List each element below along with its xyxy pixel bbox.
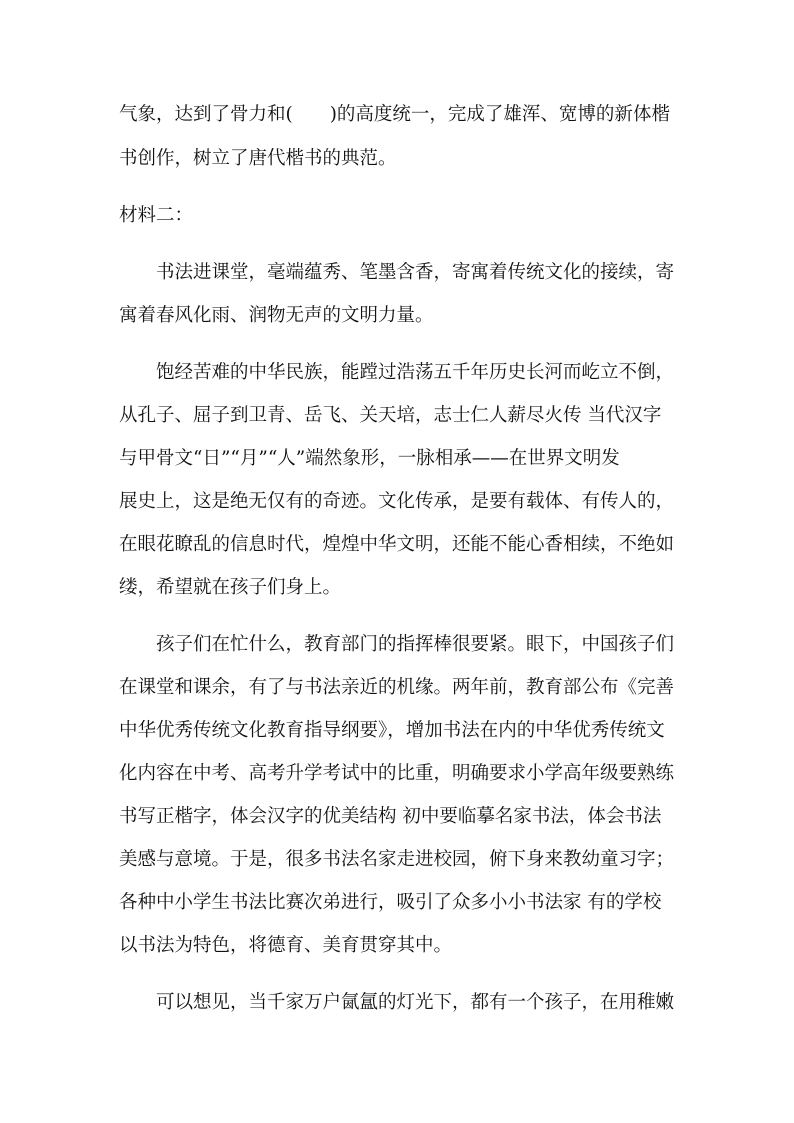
text-line: 展史上，这是绝无仅有的奇迹。文化传承，是要有载体、有传人的， xyxy=(119,491,675,512)
text-line: 与甲骨文“日”“月”“人”端然象形，一脉相承——在世界文明发 xyxy=(119,448,620,469)
text-line: 美感与意境。于是，很多书法名家走进校园，俯下身来教幼童习字； xyxy=(119,849,675,870)
text-line: 可以想见，当千家万户氤氲的灯光下，都有一个孩子，在用稚嫩 xyxy=(156,992,675,1013)
text-line: 缕，希望就在孩子们身上。 xyxy=(119,577,342,598)
text-line: 各种中小学生书法比赛次弟进行，吸引了众多小小书法家 有的学校 xyxy=(119,892,662,913)
text-line: 在课堂和课余，有了与书法亲近的机缘。两年前，教育部公布《完善 xyxy=(119,677,675,698)
text-line: 化内容在中考、高考升学考试中的比重，明确要求小学高年级要熟练 xyxy=(119,763,675,784)
text-line: 气象，达到了骨力和( )的高度统一，完成了雄浑、宽博的新体楷 xyxy=(119,104,670,125)
text-line: 书法进课堂，毫端蕴秀、笔墨含香，寄寓着传统文化的接续，寄 xyxy=(156,262,675,283)
text-line: 从孔子、屈子到卫青、岳飞、关天培，志士仁人薪尽火传 当代汉字 xyxy=(119,405,662,426)
text-line: 寓着春风化雨、润物无声的文明力量。 xyxy=(119,305,434,326)
text-line: 饱经苦难的中华民族，能蹚过浩荡五千年历史长河而屹立不倒， xyxy=(156,362,675,383)
text-line: 书写正楷字，体会汉字的优美结构 初中要临摹名家书法，体会书法 xyxy=(119,806,662,827)
text-line: 书创作，树立了唐代楷书的典范。 xyxy=(119,148,397,169)
text-line: 孩子们在忙什么，教育部门的指挥棒很要紧。眼下，中国孩子们 xyxy=(156,634,675,655)
text-line: 在眼花瞭乱的信息时代，煌煌中华文明，还能不能心香相续，不绝如 xyxy=(119,534,675,555)
text-line: 中华优秀传统文化教育指导纲要》，增加书法在内的中华优秀传统文 xyxy=(119,720,665,741)
section-heading: 材料二： xyxy=(119,205,194,226)
text-line: 以书法为特色，将德育、美育贯穿其中。 xyxy=(119,935,453,956)
